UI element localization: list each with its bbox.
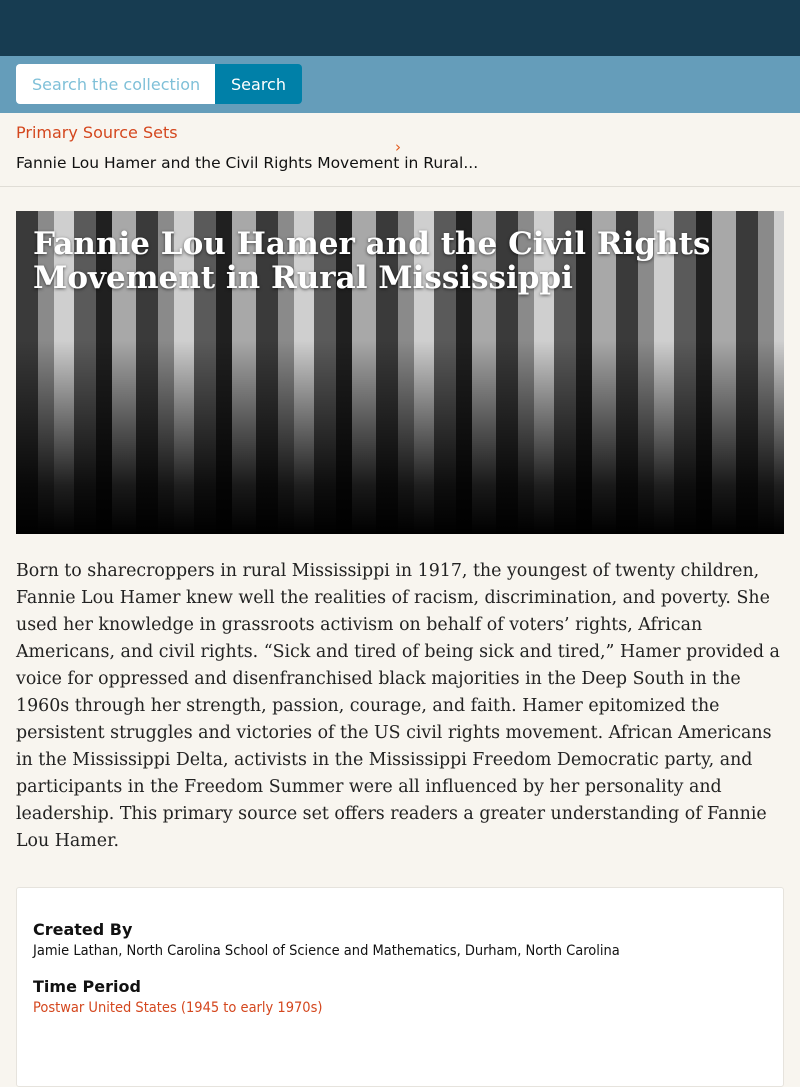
top-header [0, 0, 800, 56]
created-by-value: Jamie Lathan, North Carolina School of Science and Mathematics, Durham, North Carolina [33, 943, 620, 959]
search-input[interactable] [16, 64, 215, 104]
set-description: Born to sharecroppers in rural Mississippi in 1917, the youngest of twenty children, Fannie Lou Hamer knew well the realities of racism, discrimination, and poverty. She used her knowledge in grassroots activism on behalf of voters’ rights, African Americans, and civil rights. “Sick and tired of being sick and tired,” Hamer provided a voice for oppressed and disenfranchised black majorities in the Deep South in the 1960s through her strength, passion, courage, and faith. Hamer epitomized the persistent struggles and victories of the US civil rights movement. African Americans in the Mississippi Delta, activists in the Mississippi Freedom Democratic party, and participants in the Freedom Summer were all influenced by her personality and leadership. This primary source set offers readers a greater understanding of Fannie Lou Hamer. [16, 561, 780, 851]
hero-image [16, 211, 784, 534]
page-title: Fannie Lou Hamer and the Civil Rights Movement in Rural Mississippi [33, 226, 711, 296]
time-period-link[interactable]: Postwar United States (1945 to early 1970s) [33, 1000, 323, 1016]
breadcrumb-primary-source-sets[interactable]: Primary Source Sets [16, 123, 178, 142]
search-button[interactable]: Search [215, 64, 302, 104]
time-period-label: Time Period [33, 977, 141, 996]
search-bar [0, 56, 800, 113]
breadcrumb-current: Fannie Lou Hamer and the Civil Rights Movement in Rural... [16, 154, 479, 172]
details-card [16, 887, 784, 1087]
created-by-label: Created By [33, 920, 133, 939]
chevron-right-icon: › [395, 138, 401, 156]
